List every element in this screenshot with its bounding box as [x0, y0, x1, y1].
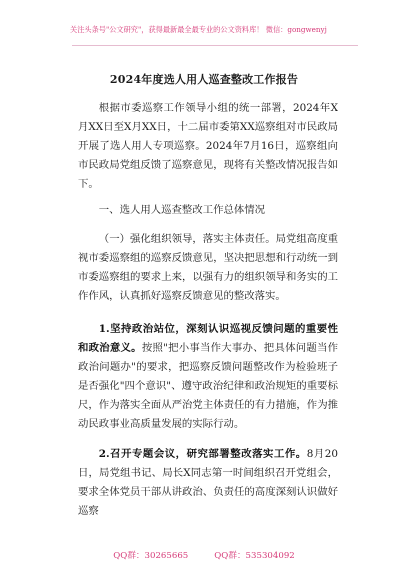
header-divider	[72, 45, 358, 46]
intro-paragraph: 根据市委巡察工作领导小组的统一部署，2024年X月XX日至X月XX日，十二届市委第XX巡察组对市民政局开展了选人用人专项巡察。2024年7月16日，巡察组向市民政局党组反馈了巡察意见，现将有关整改情况报告如下。	[78, 102, 338, 190]
footer	[0, 549, 408, 561]
point-lead: 2.召开专题会议，研究部署整改落实工作。	[98, 448, 307, 460]
footer-qq-group-2: QQ群：535304092	[214, 551, 295, 561]
point-lead: 1.坚持政治站位，深刻认识巡视反馈问题的重要性和政治意义。	[78, 323, 338, 354]
header-banner: 关注头条号"公文研究"，获得最新最全最专业的公文资料库！ 微信：gongwenyj	[70, 25, 327, 34]
section-heading: 一、选人用人巡查整改工作总体情况	[98, 204, 266, 216]
point-paragraph	[78, 445, 338, 521]
footer-qq-group-1: QQ群：30265665	[113, 551, 189, 561]
document-title: 2024年度选人用人巡查整改工作报告	[109, 73, 299, 86]
point-body: 按照"把小事当作大事办、把具体问题当作政治问题办"的要求，把巡察反馈问题整改作为检验班子是否强化"四个意识"、遵守政治纪律和政治规矩的重要标尺，作为落实全面从严治党主体责任的有力措施，作为推动民政事业高质量发展的实际行动。	[78, 342, 339, 430]
document-body	[78, 99, 338, 521]
point-paragraph	[78, 320, 338, 434]
subsection-paragraph: （一）强化组织领导，落实主体责任。局党组高度重视市委巡察组的巡察反馈意见，坚决把思想和行动统一到市委巡察组的要求上来，以强有力的组织领导和务实的工作作风，认真抓好巡察反馈意见的整改落实。	[78, 233, 338, 302]
point-body: 8月20日，局党组书记、局长X同志第一时间组织召开党组会，要求全体党员干部从讲政治、负责任的高度深刻认识做好巡察	[78, 448, 338, 517]
